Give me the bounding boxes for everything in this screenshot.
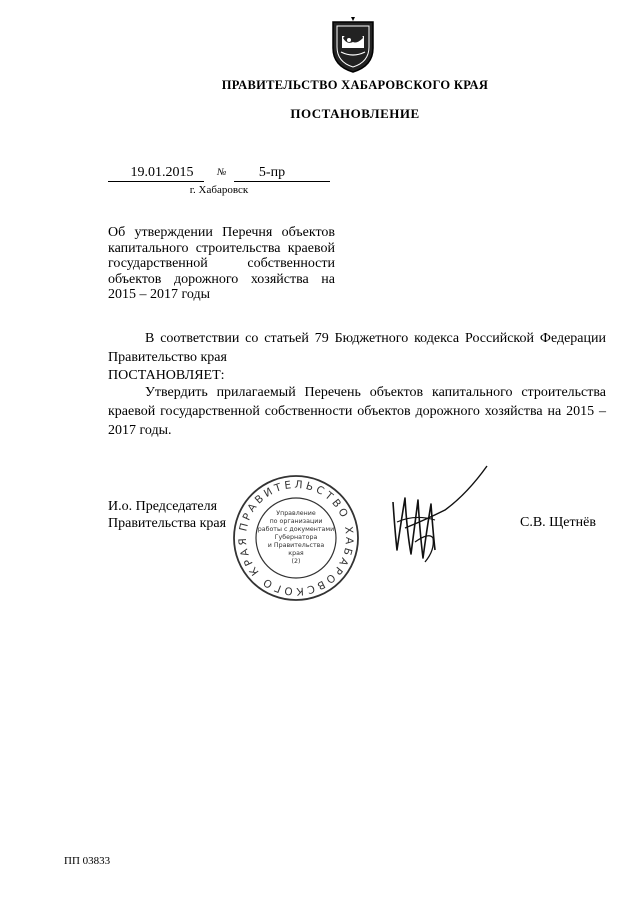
document-subject: Об утверждении Перечня объектов капитального строительства краевой государственной собственности объектов дорожного хозяйства на 2015 – 2017 годы	[108, 225, 335, 302]
svg-text:по организации: по организации	[269, 518, 323, 525]
document-date: 19.01.2015	[108, 164, 204, 182]
document-code: ПП 03833	[64, 855, 111, 867]
handwritten-signature	[385, 462, 491, 572]
svg-text:Губернатора: Губернатора	[274, 534, 318, 541]
svg-text:и Правительства: и Правительства	[267, 542, 325, 549]
document-type: ПОСТАНОВЛЕНИЕ	[290, 106, 420, 121]
svg-text:Управление: Управление	[276, 510, 316, 517]
svg-text:ПРАВИТЕЛЬСТВО ХАБАРОВСКОГО КРА: ПРАВИТЕЛЬСТВО ХАБАРОВСКОГО КРАЯ	[236, 478, 356, 598]
government-title: ПРАВИТЕЛЬСТВО ХАБАРОВСКОГО КРАЯ	[221, 78, 489, 92]
coat-of-arms-icon	[329, 16, 377, 74]
position-line-2: Правительства края	[108, 516, 227, 531]
body-paragraph-1: В соответствии со статьей 79 Бюджетного кодекса Российской Федерации Правительство края	[108, 331, 606, 365]
document-number: 5-пр	[234, 164, 330, 182]
svg-text:края: края	[288, 550, 304, 557]
svg-text:работы с документами: работы с документами	[257, 526, 335, 533]
svg-text:(2): (2)	[291, 558, 301, 565]
signatory-name: С.В. Щетнёв	[520, 515, 596, 530]
document-city: г. Хабаровск	[189, 184, 249, 196]
official-stamp	[232, 474, 360, 602]
position-line-1: И.о. Председателя	[108, 499, 218, 514]
number-label: №	[217, 167, 227, 178]
decree-word: ПОСТАНОВЛЯЕТ:	[108, 368, 225, 383]
body-paragraph-2: Утвердить прилагаемый Перечень объектов капитального строительства краевой государственной собственности объектов дорожного хозяйства на 2015 – 2017 годы.	[108, 385, 606, 438]
signatory-position	[108, 498, 226, 532]
